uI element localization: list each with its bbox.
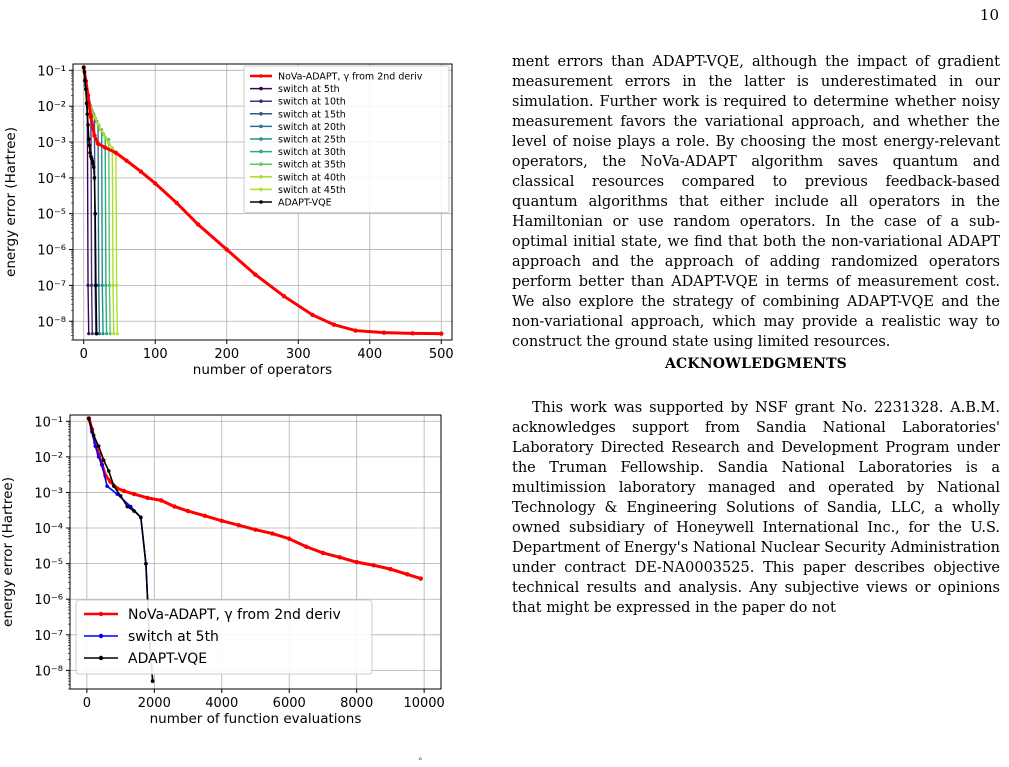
adapt-series-point [86,123,90,127]
nova-series-point [203,514,207,518]
nova-series-point [382,330,386,334]
y-tick-label: 10⁻⁸ [37,315,66,331]
switch-40-series-point [111,284,114,287]
y-tick-label: 10⁻³ [37,136,66,152]
nova-series-point [304,544,308,548]
nova-series-point [371,563,375,567]
switch-30-series-point [104,284,107,287]
legend [76,600,372,674]
x-tick-label: 0 [82,696,92,711]
y-axis-label: energy error (Hartree) [0,477,16,627]
nova-series-point [96,141,100,145]
legend-label: ADAPT-VQE [128,651,208,667]
adapt-series-point [139,516,143,520]
nova-series-point [253,527,257,531]
adapt-series-point [151,679,155,683]
stray-mark: ° [418,757,423,767]
legend-label: NoVa-ADAPT, γ from 2nd deriv [128,607,341,623]
x-tick-label: 100 [142,347,168,362]
nova-series-point [419,576,423,580]
legend-marker [259,137,263,141]
adapt-series-point [132,509,136,513]
nova-series-point [282,294,286,298]
adapt-series-point [83,70,87,74]
nova-series-point [124,159,128,163]
y-tick-label: 10⁻⁸ [34,664,63,680]
nova-series-point [338,555,342,559]
chart-panel-2 [0,415,445,727]
y-tick-label: 10⁻⁵ [37,207,66,223]
switch-10-series-point [90,284,93,287]
y-tick-label: 10⁻¹ [34,415,63,431]
nova-series-point [114,151,118,155]
adapt-series-point [107,469,111,473]
legend-marker [99,612,103,616]
adapt-series-point [84,87,88,91]
nova-series-point [89,115,93,119]
y-tick-label: 10⁻⁶ [37,243,66,259]
x-tick-label: 10000 [403,696,445,711]
adapt-series-point [86,112,90,116]
y-tick-label: 10⁻⁷ [34,628,63,644]
switch-5-series-point [100,463,104,467]
nova-series-point [122,489,126,493]
adapt-series-point [97,444,101,448]
adapt-series-point [126,505,130,509]
x-tick-label: 6000 [272,696,306,711]
legend-label: switch at 35th [278,159,346,171]
chart-panel-1 [3,64,454,378]
figure-panels [0,0,470,767]
legend-marker [99,634,103,638]
adapt-series-point [93,176,97,180]
legend-label: ADAPT-VQE [278,197,332,209]
legend-label: switch at 20th [278,121,346,133]
nova-series-point [159,498,163,502]
nova-series-line [89,418,421,578]
legend-marker [259,87,263,91]
y-tick-label: 10⁻⁴ [34,522,63,538]
switch-45-series-point [116,332,119,335]
legend [244,66,449,213]
switch-5-series-point [93,444,97,448]
legend-marker [259,125,263,129]
nova-series-point [439,331,443,335]
x-tick-label: 0 [79,347,88,362]
adapt-series-point [82,66,86,70]
legend-marker [259,188,263,192]
nova-series-point [132,492,136,496]
nova-series-point [405,572,409,576]
adapt-series-point [119,494,123,498]
y-tick-label: 10⁻¹ [37,64,66,80]
y-tick-label: 10⁻⁴ [37,171,66,187]
legend-label: switch at 30th [278,147,346,159]
nova-series-point [172,504,176,508]
x-tick-label: 500 [428,347,454,362]
y-tick-label: 10⁻² [34,450,63,466]
x-tick-label: 400 [357,347,383,362]
adapt-series-point [94,284,98,288]
switch-35-series-point [109,332,112,335]
y-tick-label: 10⁻⁵ [34,557,63,573]
x-axis-label: number of function evaluations [149,711,362,727]
nova-series-point [287,537,291,541]
adapt-series-point [91,162,95,166]
nova-series-point [321,551,325,555]
legend-marker [259,99,263,103]
adapt-series-point [144,562,148,566]
switch-45-series-point [104,136,107,139]
y-tick-label: 10⁻² [37,100,66,116]
legend-box [244,66,449,213]
switch-45-series-point [107,141,110,144]
nova-series-point [270,531,274,535]
nova-series-point [332,323,336,327]
switch-45-series-point [115,284,118,287]
x-tick-label: 300 [285,347,311,362]
nova-series-point [253,272,257,276]
legend-marker [259,175,263,179]
nova-series-point [310,313,314,317]
y-axis-label: energy error (Hartree) [3,127,19,277]
adapt-series-point [93,212,97,216]
switch-5-series-point [105,484,109,488]
switch-30-series-point [105,332,108,335]
legend-label: switch at 5th [278,84,340,96]
adapt-series-point [83,79,87,83]
legend-label: switch at 25th [278,134,346,146]
nova-series-point [153,181,157,185]
legend-label: switch at 45th [278,184,346,196]
nova-series-point [353,328,357,332]
legend-label: NoVa-ADAPT, γ from 2nd deriv [278,71,423,83]
paragraph-2: This work was supported by NSF grant No. 2231328. A.B.M. acknowledges support from Sandia National Laboratories' Laboratory Directed Research and Development Program under the Truman Fellowship. Sandia National Laboratories is a multimission laboratory managed and operated by National Technology & Engineering Solutions of Sandia, LLC, a wholly owned subsidiary of Honeywell International Inc., for the U.S. Department of Energy's National Nuclear Security Administration under contract DE-NA0003525. This paper describes objective technical results and analysis. Any subjective views or opinions that might be expressed in the paper do not [512,400,1000,616]
switch-10-series-point [91,332,94,335]
switch-5-series-point [97,455,101,459]
adapt-series-point [87,137,91,141]
adapt-series-point [88,151,92,155]
nova-series-point [92,133,96,137]
switch-5-series-point [86,284,89,287]
switch-40-series-point [112,332,115,335]
switch-25-series-point [101,284,104,287]
nova-series-point [196,222,200,226]
legend-label: switch at 15th [278,109,346,121]
nova-series-point [174,201,178,205]
adapt-series-point [92,165,96,169]
y-tick-label: 10⁻⁷ [37,279,66,295]
nova-series-point [410,331,414,335]
nova-series-point [103,145,107,149]
x-tick-label: 4000 [205,696,239,711]
switch-45-series-point [100,129,103,132]
body-column [512,52,1000,618]
legend-marker [99,656,103,660]
switch-45-series-point [96,123,99,126]
nova-series-point [236,523,240,527]
acknowledgments-heading: ACKNOWLEDGMENTS [665,356,847,372]
adapt-series-point [92,434,96,438]
legend-marker [259,74,263,78]
legend-label: switch at 5th [128,629,219,645]
legend-label: switch at 10th [278,96,346,108]
nova-series-point [354,560,358,564]
paragraph-1: ment errors than ADAPT-VQE, although the impact of gradient measurement errors in the latter is underestimated in our simulation. Further work is required to determine whether noisy measurement favors the variational approach, and whether the level of noise plays a role. By choosing the most energy-relevant operators, the NoVa-ADAPT algorithm saves quantum and classical resources compared to previous feedback-based quantum algorithms that either include all operators in the Hamiltonian or use random operators. In the case of a sub-optimal initial state, we find that both the non-variational ADAPT approach and the approach of adding randomized operators perform better than ADAPT-VQE in terms of measurement cost. We also explore the strategy of combining ADAPT-VQE and the non-variational approach, which may provide a realistic way to construct the ground state using limited resources. [512,54,1000,350]
x-tick-label: 200 [214,347,240,362]
y-tick-label: 10⁻³ [34,486,63,502]
adapt-series-point [85,102,89,106]
legend-label: switch at 40th [278,172,346,184]
nova-series-point [220,519,224,523]
adapt-series-point [112,484,116,488]
adapt-series-point [102,459,106,463]
page-number: 10 [979,6,999,24]
nova-series [87,416,423,581]
switch-45-series-point [93,115,96,118]
switch-25-series-point [101,332,104,335]
switch-35-series-point [108,284,111,287]
x-tick-label: 8000 [340,696,374,711]
nova-series-point [139,169,143,173]
adapt-series-point [87,417,91,421]
switch-5-series-point [87,332,90,335]
nova-series-point [225,247,229,251]
legend-marker [259,200,263,204]
legend-marker [259,162,263,166]
adapt-series-point [95,332,99,336]
legend-marker [259,112,263,116]
x-axis-label: number of operators [192,362,333,378]
nova-series-point [145,496,149,500]
nova-series-point [388,567,392,571]
x-tick-label: 2000 [137,696,171,711]
adapt-series-point [88,144,92,148]
nova-series-point [186,509,190,513]
legend-marker [259,150,263,154]
y-tick-label: 10⁻⁶ [34,593,63,609]
